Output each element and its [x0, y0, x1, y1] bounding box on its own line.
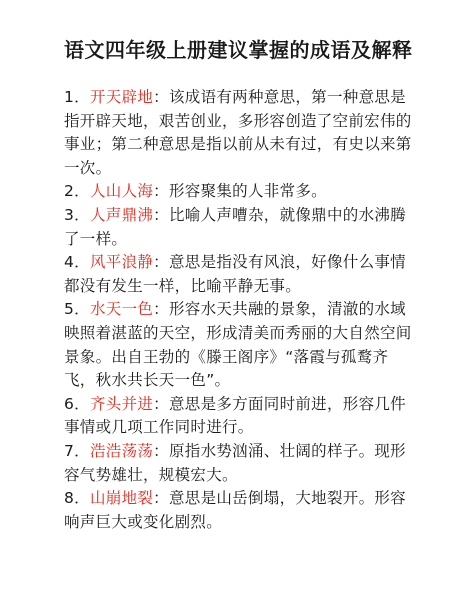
idiom-entry-3 — [64, 204, 413, 251]
entry-number: 6． — [64, 394, 90, 413]
entry-number: 4． — [64, 253, 90, 272]
idiom-list — [64, 86, 413, 534]
idiom-entry-8 — [64, 487, 413, 534]
idiom-explanation: ：原指水势汹涌、壮阔的样子。现形容气势雄壮，规模宏大。 — [64, 441, 406, 484]
idiom-term: 人声鼎沸 — [89, 205, 154, 224]
idiom-term: 水天一色 — [89, 300, 154, 319]
entry-number: 5． — [64, 300, 90, 319]
idiom-explanation: ：该成语有两种意思，第一种意思是指开辟天地，艰苦创业，多形容创造了空前宏伟的事业；第二种意思是指以前从未有过，有史以来第一次。 — [64, 88, 412, 177]
idiom-explanation: ：意思是山岳倒塌，大地裂开。形容响声巨大或变化剧烈。 — [64, 489, 406, 531]
idiom-entry-7 — [64, 440, 413, 487]
idiom-entry-6 — [64, 393, 413, 440]
idiom-term: 山崩地裂 — [89, 489, 154, 508]
entry-number: 8． — [64, 489, 90, 508]
idiom-entry-2 — [64, 180, 413, 204]
idiom-explanation: ：比喻人声嘈杂，就像鼎中的水沸腾了一样。 — [64, 205, 406, 248]
idiom-entry-5 — [64, 298, 413, 392]
entry-number: 3． — [64, 205, 90, 224]
idiom-term: 开天辟地 — [89, 88, 154, 106]
idiom-term: 人山人海 — [89, 182, 154, 201]
idiom-term: 齐头并进 — [89, 394, 154, 413]
idiom-entry-1 — [64, 86, 413, 180]
idiom-explanation: ：形容聚集的人非常多。 — [153, 182, 327, 201]
idiom-explanation: ：形容水天共融的景象，清澈的水域映照着湛蓝的天空，形成清美而秀丽的大自然空间景象。出自王勃的《滕王阁序》“落霞与孤鹜齐飞，秋水共长天一色”。 — [64, 300, 412, 390]
entry-number: 2． — [64, 182, 90, 201]
idiom-explanation: ：意思是指没有风浪，好像什么事情都没有发生一样，比喻平静无事。 — [64, 253, 406, 295]
idiom-explanation: ：意思是多方面同时前进，形容几件事情或几项工作同时进行。 — [64, 394, 406, 437]
document-title: 语文四年级上册建议掌握的成语及解释 — [64, 38, 413, 62]
entry-number: 7． — [64, 441, 90, 460]
entry-number: 1． — [64, 88, 90, 106]
idiom-term: 风平浪静 — [89, 253, 154, 272]
idiom-term: 浩浩荡荡 — [89, 441, 154, 460]
idiom-entry-4 — [64, 251, 413, 298]
